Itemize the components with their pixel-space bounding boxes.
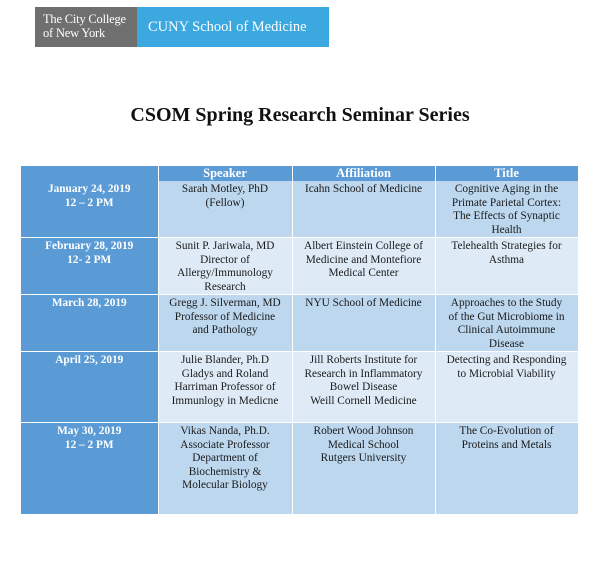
affiliation-line: Research in Inflammatory [304,367,423,380]
title-line: Proteins and Metals [461,438,552,451]
speaker-line: Allergy/Immunology [177,267,273,279]
header-speaker: Speaker [158,166,292,181]
affiliation-cell [292,423,435,515]
speaker-line: Biochemistry & [188,465,262,478]
affiliation-cell [292,238,435,295]
page-title: CSOM Spring Research Seminar Series [130,104,470,126]
title-line: Telehealth Strategies for [451,240,562,252]
affiliation-line: Rutgers University [320,452,407,464]
title-line: Approaches to the Study [450,297,563,309]
title-line: The Co-Evolution of [459,425,554,437]
date-cell [21,181,158,238]
table-row [21,423,578,515]
affiliation-cell [292,181,435,238]
ccny-logo-line1: The City College [43,12,126,26]
title-line: of the Gut Microbiome in [448,310,565,323]
speaker-line: (Fellow) [205,196,245,209]
affiliation-line: Jill Roberts Institute for [309,354,418,366]
speaker-line: Immunlogy in Medicne [171,394,279,407]
date-line: February 28, 2019 [45,240,134,252]
title-line: Cognitive Aging in the [454,183,559,195]
header-affiliation: Affiliation [292,166,435,181]
speaker-cell [158,238,292,295]
title-line: Health [491,223,522,236]
table-row [21,352,578,423]
speaker-line: and Pathology [192,324,258,336]
date-line: 12 – 2 PM [64,196,114,209]
header-title: Title [435,166,578,181]
affiliation-line: NYU School of Medicine [305,297,422,309]
ccny-logo [35,7,137,47]
title-line: Clinical Autoimmune [457,324,556,336]
title-cell [435,295,578,352]
cuny-som-logo: CUNY School of Medicine [137,7,329,47]
date-cell [21,352,158,423]
speaker-line: Sarah Motley, PhD [181,183,269,195]
speaker-line: Department of [192,452,258,464]
title-line: Primate Parietal Cortex: [451,196,562,209]
institution-logo [35,7,329,47]
speaker-line: Director of [200,253,250,266]
speaker-line: Professor of Medicine [174,310,276,323]
affiliation-line: Medical Center [328,267,399,279]
speaker-line: Vikas Nanda, Ph.D. [180,425,270,437]
affiliation-line: Weill Cornell Medicine [310,394,417,407]
title-cell [435,423,578,515]
date-cell [21,423,158,515]
speaker-cell [158,295,292,352]
speaker-line: Molecular Biology [182,479,268,491]
speaker-line: Gladys and Roland [181,367,269,380]
title-cell [435,181,578,238]
speaker-line: Harriman Professor of [174,381,276,393]
date-line: May 30, 2019 [57,425,122,437]
speaker-line: Gregg J. Silverman, MD [169,297,281,309]
date-line: March 28, 2019 [51,297,127,309]
title-cell [435,352,578,423]
date-line: January 24, 2019 [47,183,131,195]
speaker-line: Associate Professor [180,438,270,451]
title-line: to Microbial Viability [457,367,556,380]
affiliation-line: Robert Wood Johnson [313,425,414,437]
affiliation-cell [292,295,435,352]
seminar-schedule-table [21,166,579,515]
date-cell [21,238,158,295]
affiliation-cell [292,352,435,423]
date-line: 12- 2 PM [67,253,112,266]
affiliation-line: Medicine and Montefiore [305,253,422,266]
title-cell [435,238,578,295]
ccny-logo-line2: of New York [43,26,106,40]
affiliation-line: Icahn School of Medicine [304,183,422,195]
header-date [21,166,158,181]
date-line: 12 – 2 PM [64,438,114,451]
speaker-cell [158,352,292,423]
affiliation-line: Albert Einstein College of [304,240,423,252]
affiliation-line: Medical School [327,438,400,451]
table-row [21,238,578,295]
table-row [21,181,578,238]
date-line: April 25, 2019 [55,354,124,366]
title-line: Detecting and Responding [446,354,567,366]
title-line: Asthma [488,253,525,266]
speaker-line: Julie Blander, Ph.D [180,354,270,366]
title-line: The Effects of Synaptic [453,210,560,222]
speaker-line: Sunit P. Jariwala, MD [175,240,275,252]
title-line: Disease [488,337,525,350]
speaker-line: Research [204,280,246,293]
speaker-cell [158,423,292,515]
table-row [21,295,578,352]
date-cell [21,295,158,352]
speaker-cell [158,181,292,238]
affiliation-line: Bowel Disease [329,381,398,393]
table-header-row [21,166,578,181]
